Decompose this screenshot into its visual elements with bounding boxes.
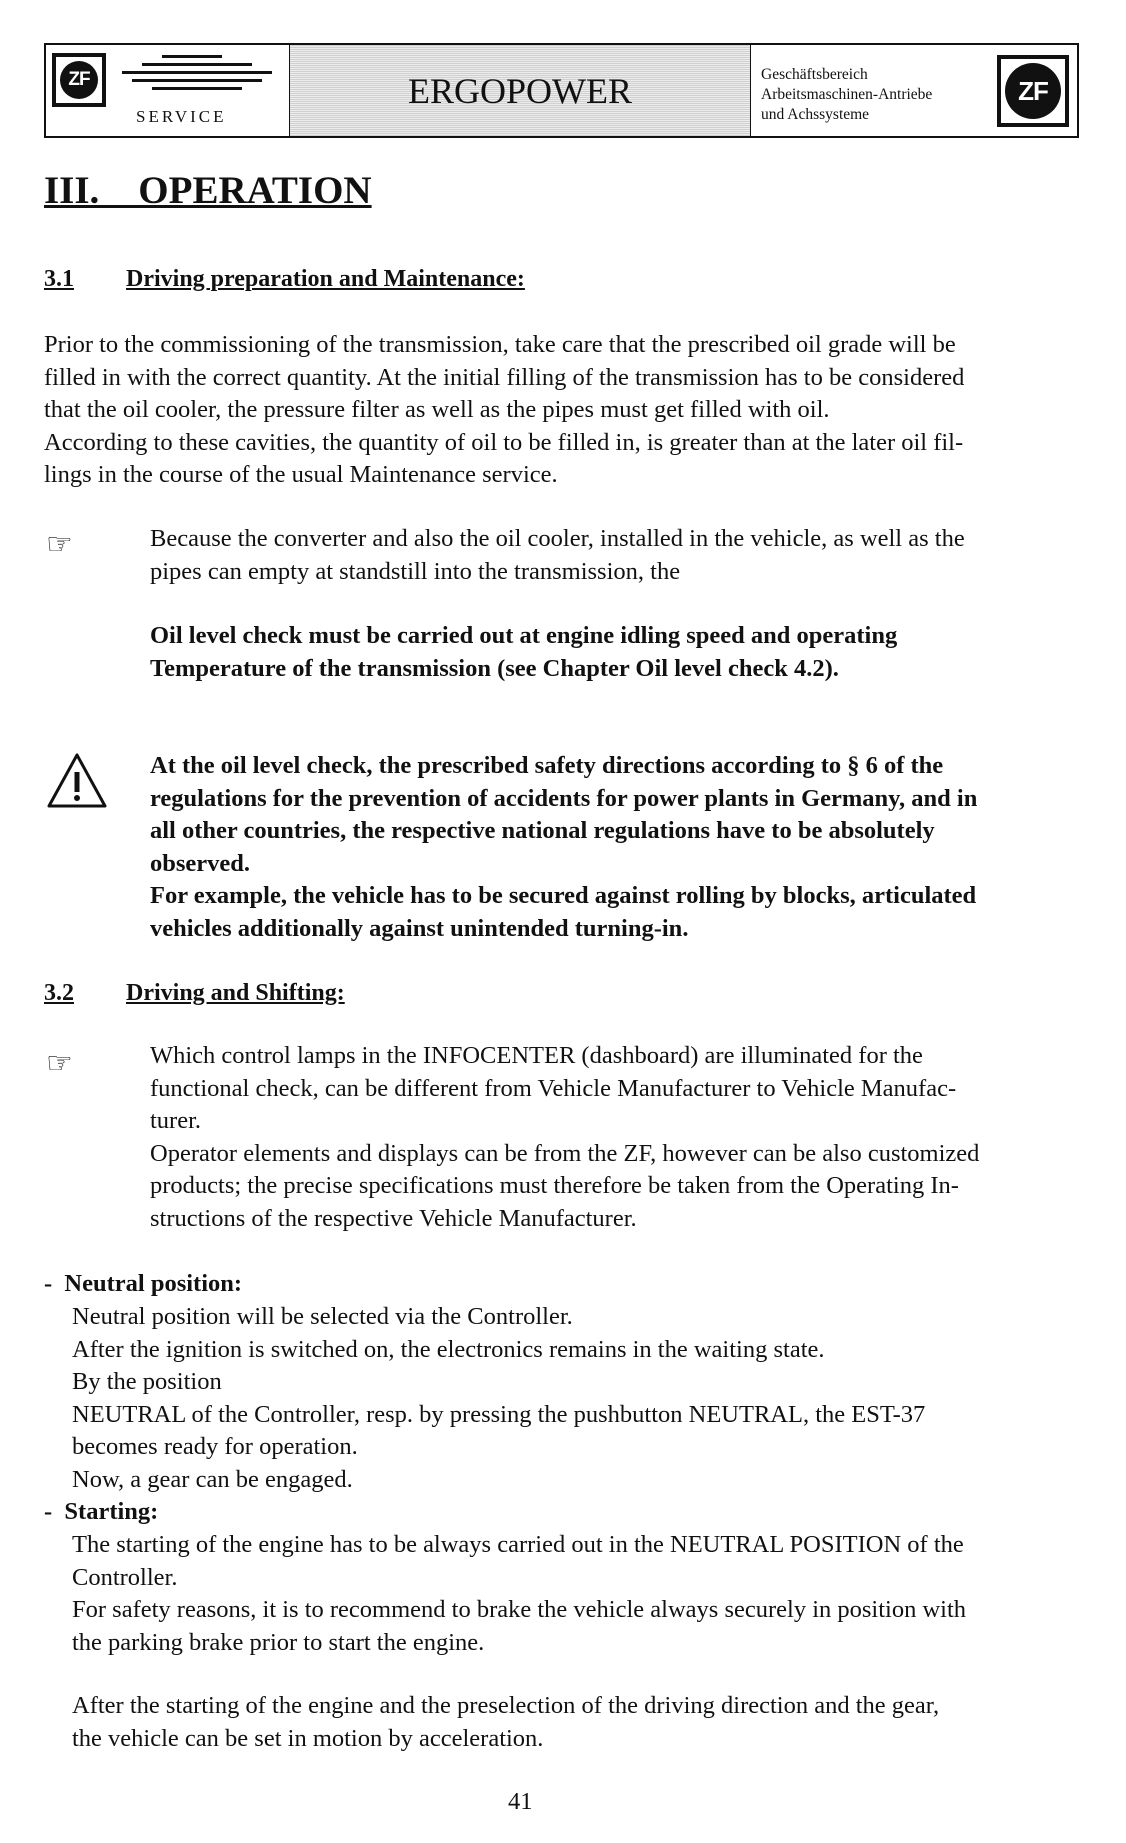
- neutral-heading: - Neutral position:: [44, 1270, 243, 1297]
- note-paragraph: Which control lamps in the INFOCENTER (dashboard) are illuminated for the functional check, can be different from Vehicle Manufacturer to Vehicle Manufac- turer. Operator elements and displays can be from the ZF, however can be also customized products; the precise specifications must therefore be taken from the Operating In- structions of the respective Vehicle Manufacturer.: [150, 1042, 980, 1232]
- logo-stripes: [112, 55, 288, 95]
- starting-paragraph-2: After the starting of the engine and the preselection of the driving direction and the gear, the vehicle can be set in motion by acceleration.: [72, 1692, 940, 1752]
- chapter-title: III. OPERATION: [44, 169, 372, 212]
- neutral-paragraph: Neutral position will be selected via the Controller. After the ignition is switched on, the electronics remains in the waiting state. By the position NEUTRAL of the Controller, resp. by pressing the pushbutton NEUTRAL, the EST-37 becomes ready for operation. Now, a gear can be engaged.: [72, 1303, 926, 1493]
- division-line: Geschäftsbereich: [761, 66, 868, 83]
- starting-paragraph: The starting of the engine has to be always carried out in the NEUTRAL POSITION of the Controller. For safety reasons, it is to recommend to brake the vehicle always securely in position with the parking brake prior to start the engine.: [72, 1531, 967, 1656]
- page-number: 41: [508, 1788, 533, 1815]
- section-title: Driving and Shifting:: [126, 980, 345, 1006]
- intro-paragraph: Prior to the commissioning of the transmission, take care that the prescribed oil grade will be filled in with the correct quantity. At the initial filling of the transmission has to be considered that the oil cooler, the pressure filter as well as the pipes must get filled with oil. According to these cavities, the quantity of oil to be filled in, is greater than at the later oil fil- lings in the course of the usual Maintenance service.: [44, 331, 965, 488]
- section-number: 3.2: [44, 980, 74, 1006]
- zf-logo-icon: ZF: [997, 55, 1069, 127]
- header-title: ERGOPOWER: [290, 45, 751, 136]
- warning-triangle-icon: [46, 752, 108, 815]
- service-label: SERVICE: [136, 107, 227, 126]
- note-bold-paragraph: Oil level check must be carried out at engine idling speed and operating Temperature of the transmission (see Chapter Oil level check 4.2).: [150, 622, 898, 682]
- zf-service-logo-block: [46, 45, 290, 136]
- warning-paragraph: At the oil level check, the prescribed safety directions according to § 6 of the regulations for the prevention of accidents for power plants in Germany, and in all other countries, the respective national regulations have to be absolutely observed. For example, the vehicle has to be secured against rolling by blocks, articulated vehicles additionally against unintended turning-in.: [150, 752, 978, 942]
- page-header: [44, 43, 1079, 138]
- division-line: Arbeitsmaschinen-Antriebe: [761, 86, 933, 103]
- section-heading-3-2: [44, 980, 345, 1007]
- starting-heading: - Starting:: [44, 1498, 159, 1525]
- pointing-hand-icon: ☞: [46, 528, 73, 561]
- section-title: Driving preparation and Maintenance:: [126, 266, 525, 292]
- division-block: [751, 45, 1077, 136]
- section-heading-3-1: [44, 266, 525, 293]
- section-number: 3.1: [44, 266, 74, 292]
- note-paragraph: Because the converter and also the oil cooler, installed in the vehicle, as well as the pipes can empty at standstill into the transmission, the: [150, 525, 965, 585]
- pointing-hand-icon: ☞: [46, 1047, 73, 1080]
- division-line: und Achssysteme: [761, 106, 870, 123]
- zf-logo-icon: ZF: [52, 53, 106, 107]
